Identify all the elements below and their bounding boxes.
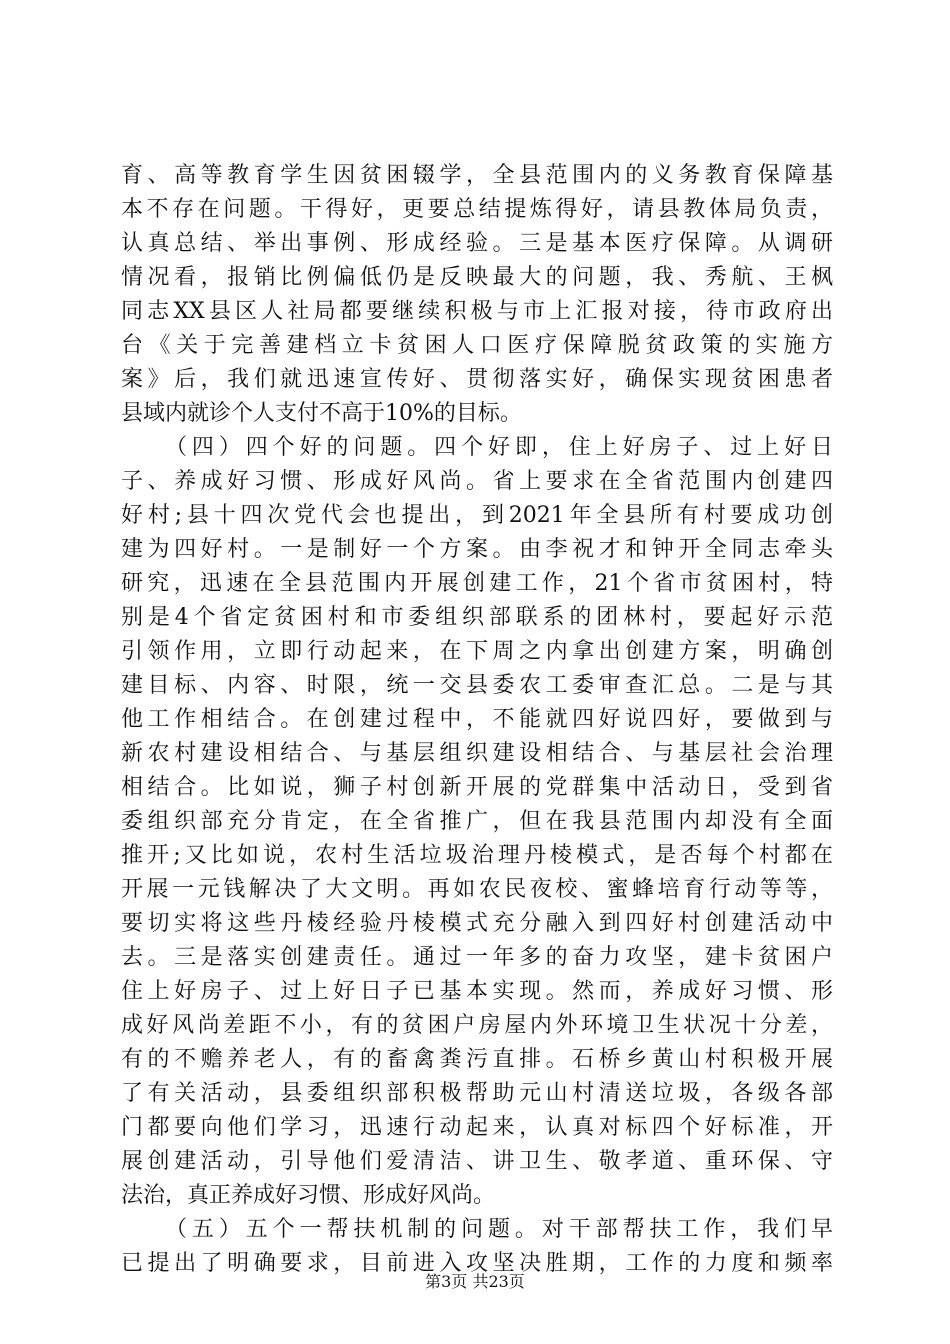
text-line: 新农村建设相结合、与基层组织建设相结合、与基层社会治理	[121, 741, 833, 766]
text-line: 建为四好村。一是制好一个方案。由李祝才和钟开全同志牵头	[121, 537, 833, 562]
text-line: （五）五个一帮扶机制的问题。对干部帮扶工作，我们早	[165, 1217, 833, 1242]
page-footer: 第3页 共23页	[425, 1272, 525, 1291]
text-line: 法治，真正养成好习惯、形成好风尚。	[121, 1183, 496, 1208]
text-line: 认真总结、举出事例、形成经验。三是基本医疗保障。从调研	[121, 231, 833, 256]
text-line: （四）四个好的问题。四个好即，住上好房子、过上好日	[165, 435, 833, 460]
text-line: 他工作相结合。在创建过程中，不能就四好说四好，要做到与	[121, 707, 833, 732]
text-line: 委组织部充分肯定，在全省推广，但在我县范围内却没有全面	[121, 809, 833, 834]
document-body	[121, 159, 833, 1281]
text-line: 去。三是落实创建责任。通过一年多的奋力攻坚，建卡贫困户	[121, 945, 833, 970]
text-line: 门都要向他们学习，迅速行动起来，认真对标四个好标准，开	[121, 1115, 833, 1140]
text-line: 别是4个省定贫困村和市委组织部联系的团林村，要起好示范	[121, 605, 833, 630]
text-line: 建目标、内容、时限，统一交县委农工委审查汇总。二是与其	[121, 673, 833, 698]
text-line: 台《关于完善建档立卡贫困人口医疗保障脱贫政策的实施方	[121, 333, 833, 358]
text-line: 本不存在问题。干得好，更要总结提炼得好，请县教体局负责，	[121, 197, 833, 222]
text-line: 情况看，报销比例偏低仍是反映最大的问题，我、秀航、王枫	[121, 265, 833, 290]
text-line: 好村;县十四次党代会也提出，到2021年全县所有村要成功创	[121, 503, 833, 528]
text-line: 开展一元钱解决了大文明。再如农民夜校、蜜蜂培育行动等等，	[121, 877, 833, 902]
text-line: 县域内就诊个人支付不高于10%的目标。	[121, 401, 522, 426]
text-line: 子、养成好习惯、形成好风尚。省上要求在全省范围内创建四	[121, 469, 833, 494]
text-line: 研究，迅速在全县范围内开展创建工作，21个省市贫困村，特	[121, 571, 833, 596]
text-line: 有的不赡养老人，有的畜禽粪污直排。石桥乡黄山村积极开展	[121, 1047, 833, 1072]
text-line: 了有关活动，县委组织部积极帮助元山村清送垃圾，各级各部	[121, 1081, 833, 1106]
text-line: 成好风尚差距不小，有的贫困户房屋内外环境卫生状况十分差，	[121, 1013, 833, 1038]
text-line: 要切实将这些丹棱经验丹棱模式充分融入到四好村创建活动中	[121, 911, 833, 936]
text-line: 展创建活动，引导他们爱清洁、讲卫生、敬孝道、重环保、守	[121, 1149, 833, 1174]
text-line: 推开;又比如说，农村生活垃圾治理丹棱模式，是否每个村都在	[121, 843, 833, 868]
text-line: 育、高等教育学生因贫困辍学，全县范围内的义务教育保障基	[121, 163, 833, 188]
text-line: 引领作用，立即行动起来，在下周之内拿出创建方案，明确创	[121, 639, 833, 664]
text-line: 住上好房子、过上好日子已基本实现。然而，养成好习惯、形	[121, 979, 833, 1004]
text-line: 同志XX县区人社局都要继续积极与市上汇报对接，待市政府出	[121, 299, 833, 324]
text-line: 案》后，我们就迅速宣传好、贯彻落实好，确保实现贫困患者	[121, 367, 833, 392]
text-line: 已提出了明确要求，目前进入攻坚决胜期，工作的力度和频率	[121, 1251, 833, 1276]
text-line: 相结合。比如说，狮子村创新开展的党群集中活动日，受到省	[121, 775, 833, 800]
